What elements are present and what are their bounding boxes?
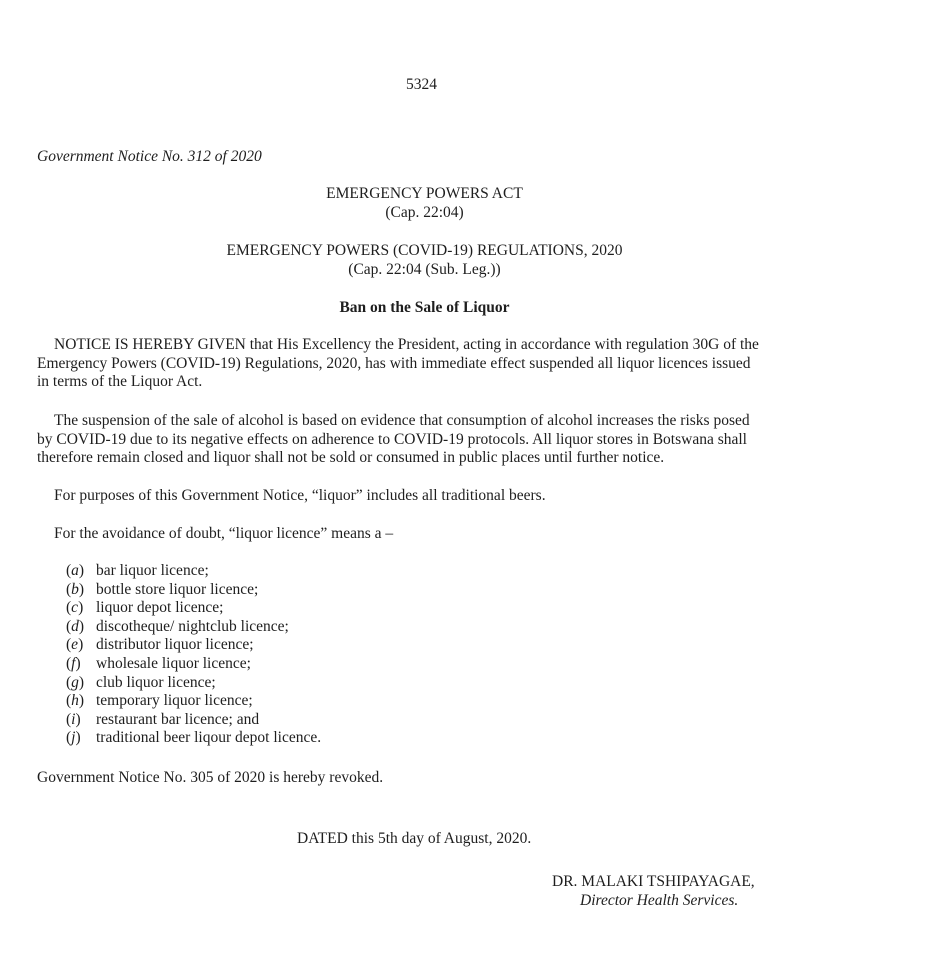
notice-number: Government Notice No. 312 of 2020	[37, 148, 262, 165]
paragraph-liquor-definition: For purposes of this Government Notice, “liquor” includes all traditional beers.	[54, 487, 546, 504]
paragraph-notice-given	[37, 336, 817, 392]
list-item-text: discotheque/ nightclub licence;	[96, 617, 289, 635]
act-title: EMERGENCY POWERS ACT	[326, 185, 523, 202]
paragraph-line: Emergency Powers (COVID-19) Regulations, 2020, has with immediate effect suspended all liquor licences issued	[37, 354, 751, 372]
list-item-text: restaurant bar licence; and	[96, 710, 260, 728]
notice-heading: Ban on the Sale of Liquor	[339, 299, 510, 316]
regulations-title: EMERGENCY POWERS (COVID-19) REGULATIONS, 2020	[226, 242, 623, 259]
list-item-text: liquor depot licence;	[96, 599, 224, 617]
signatory-name: DR. MALAKI TSHIPAYAGAE,	[552, 873, 755, 890]
page-number: 5324	[406, 76, 437, 93]
list-item	[66, 692, 321, 711]
list-item-text: traditional beer liqour depot licence.	[96, 729, 322, 747]
paragraph-line: NOTICE IS HEREBY GIVEN that His Excellency the President, acting in accordance with regulation 30G of the	[54, 336, 759, 353]
list-item-letter: (h)	[66, 692, 85, 710]
list-item	[66, 562, 321, 581]
paragraph-line: The suspension of the sale of alcohol is based on evidence that consumption of alcohol increases the risks posed	[54, 412, 750, 429]
paragraph-line: by COVID-19 due to its negative effects on adherence to COVID-19 protocols. All liquor stores in Botswana shall	[37, 430, 747, 448]
list-item-letter: (c)	[66, 599, 84, 617]
list-item-letter: (b)	[66, 580, 85, 598]
list-item-text: wholesale liquor licence;	[96, 654, 251, 672]
paragraph-line: therefore remain closed and liquor shall not be sold or consumed in public places until further notice.	[37, 449, 665, 466]
act-cap: (Cap. 22:04)	[385, 204, 464, 221]
list-item-text: club liquor licence;	[96, 673, 216, 691]
list-item-letter: (d)	[66, 617, 85, 635]
list-item	[66, 711, 321, 730]
list-item-letter: (g)	[66, 673, 85, 691]
list-item-letter: (j)	[66, 729, 81, 747]
list-item	[66, 581, 321, 600]
signatory-title: Director Health Services.	[580, 892, 739, 909]
list-item	[66, 674, 321, 693]
list-item-text: bar liquor licence;	[96, 562, 209, 579]
list-item-letter: (f)	[66, 654, 81, 672]
revocation-statement: Government Notice No. 305 of 2020 is hereby revoked.	[37, 769, 384, 786]
list-item	[66, 636, 321, 655]
paragraph-licence-definition: For the avoidance of doubt, “liquor licence” means a –	[54, 525, 394, 542]
list-item	[66, 618, 321, 637]
paragraph-line: in terms of the Liquor Act.	[37, 373, 203, 390]
list-item-letter: (i)	[66, 710, 81, 728]
list-item-text: temporary liquor licence;	[96, 692, 253, 710]
paragraph-suspension-reason	[37, 412, 817, 468]
dated-line: DATED this 5th day of August, 2020.	[297, 830, 532, 847]
regulations-cap: (Cap. 22:04 (Sub. Leg.))	[348, 261, 501, 278]
list-item	[66, 599, 321, 618]
list-item	[66, 655, 321, 674]
list-item-letter: (e)	[66, 636, 84, 654]
licence-list	[66, 562, 321, 748]
list-item-letter: (a)	[66, 562, 85, 579]
list-item	[66, 729, 321, 748]
list-item-text: bottle store liquor licence;	[96, 580, 259, 598]
list-item-text: distributor liquor licence;	[96, 636, 254, 654]
